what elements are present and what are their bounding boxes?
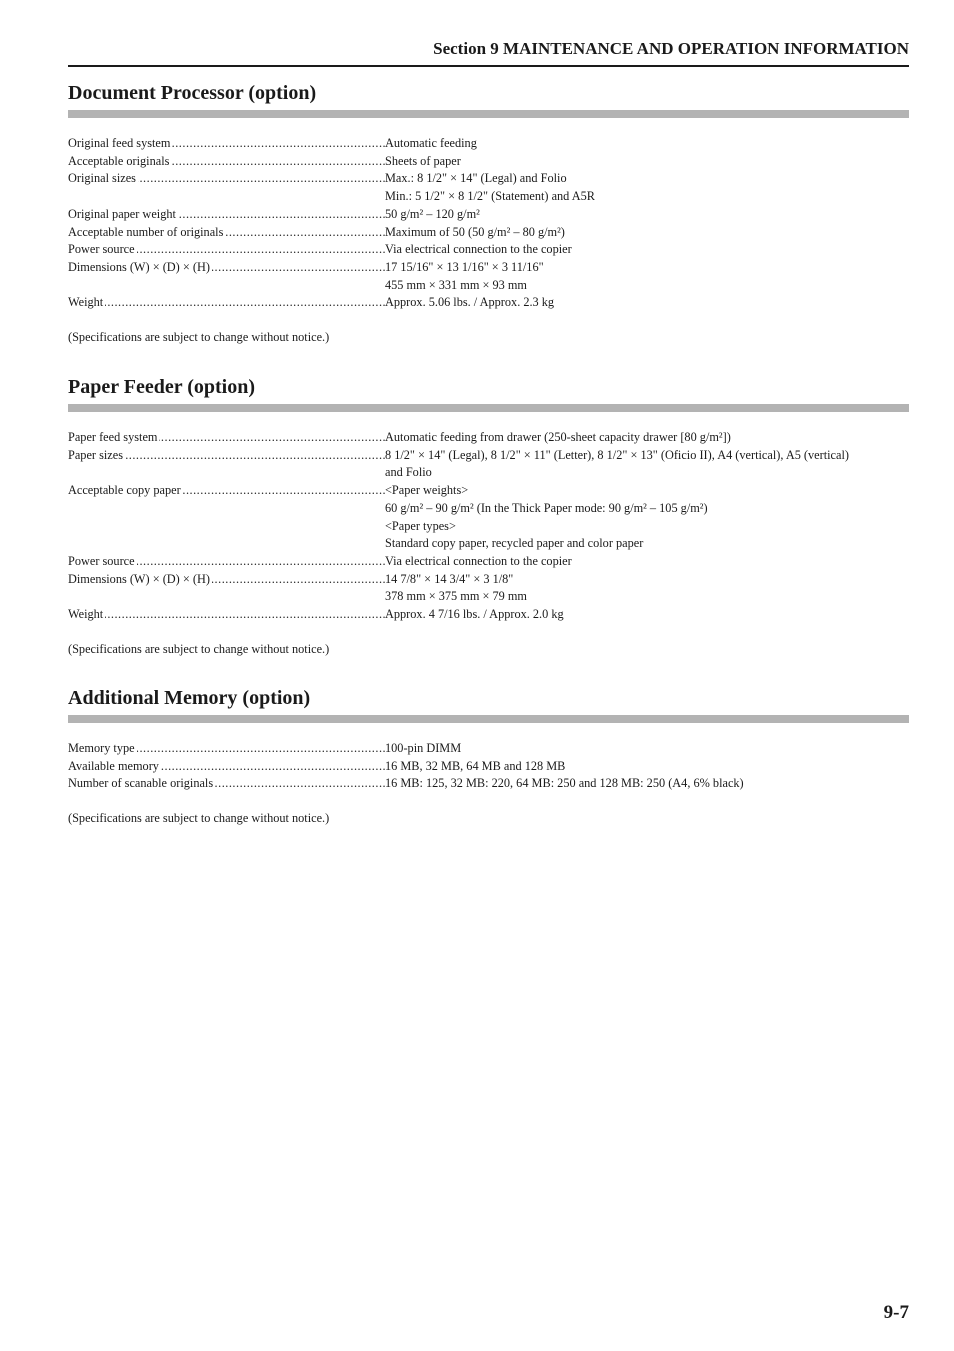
spec-row	[68, 758, 909, 776]
spec-label	[68, 135, 385, 153]
spec-note: (Specifications are subject to change without notice.)	[68, 330, 330, 345]
spec-value: 455 mm × 331 mm × 93 mm	[385, 277, 527, 292]
spec-value: and Folio	[385, 465, 432, 480]
spec-row	[68, 482, 909, 500]
spec-label	[68, 482, 385, 500]
spec-value: 60 g/m² – 90 g/m² (In the Thick Paper mode: 90 g/m² – 105 g/m²)	[385, 500, 708, 515]
spec-label-text: Acceptable number of originals	[68, 224, 224, 239]
section-divider-bar	[68, 715, 909, 723]
spec-row	[68, 775, 909, 793]
spec-value: 50 g/m² – 120 g/m²	[385, 206, 480, 221]
spec-label-text: Original paper weight	[68, 206, 176, 221]
spec-value: Max.: 8 1/2" × 14" (Legal) and Folio	[385, 171, 567, 186]
spec-row	[68, 135, 909, 153]
spec-row	[68, 464, 909, 482]
spec-label-text: Power source	[68, 553, 135, 568]
spec-label	[68, 553, 385, 571]
spec-value: 378 mm × 375 mm × 79 mm	[385, 589, 527, 604]
spec-list	[68, 135, 909, 312]
section-additional-memory	[68, 686, 909, 826]
spec-label-text: Weight	[68, 607, 104, 622]
page-number: 9-7	[883, 1302, 909, 1323]
spec-value: 100-pin DIMM	[385, 741, 462, 755]
spec-label	[68, 294, 385, 312]
spec-row	[68, 588, 909, 606]
spec-label	[68, 758, 385, 776]
spec-row	[68, 553, 909, 571]
spec-value: Maximum of 50 (50 g/m² – 80 g/m²)	[385, 224, 565, 239]
spec-label	[68, 429, 385, 447]
section-title: Paper Feeder (option)	[68, 376, 256, 398]
spec-row	[68, 153, 909, 171]
spec-note: (Specifications are subject to change without notice.)	[68, 811, 330, 826]
spec-label-text: Original sizes	[68, 171, 136, 186]
spec-row	[68, 170, 909, 188]
spec-value: Standard copy paper, recycled paper and color paper	[385, 536, 644, 551]
spec-value: Automatic feeding	[385, 136, 477, 150]
spec-value: 16 MB, 32 MB, 64 MB and 128 MB	[385, 758, 566, 773]
spec-list	[68, 429, 909, 624]
spec-row	[68, 606, 909, 624]
spec-label	[68, 259, 385, 277]
spec-label-text: Original feed system	[68, 136, 171, 150]
spec-label	[68, 153, 385, 171]
page-header: Section 9 MAINTENANCE AND OPERATION INFORMATION	[68, 39, 909, 67]
spec-label	[68, 571, 385, 589]
spec-row	[68, 518, 909, 536]
spec-row	[68, 429, 909, 447]
spec-value: Sheets of paper	[385, 153, 461, 168]
spec-label-text: Memory type	[68, 741, 135, 755]
spec-label-text: Paper feed system	[68, 430, 158, 444]
spec-value: 14 7/8" × 14 3/4" × 3 1/8"	[385, 571, 514, 586]
spec-row	[68, 259, 909, 277]
section-document-processor	[68, 81, 909, 345]
section-title: Document Processor (option)	[68, 82, 317, 104]
spec-row	[68, 206, 909, 224]
spec-label	[68, 224, 385, 242]
section-divider-bar	[68, 110, 909, 118]
spec-list	[68, 740, 909, 793]
spec-label-text: Dimensions (W) × (D) × (H)	[68, 571, 210, 586]
spec-row	[68, 447, 909, 465]
spec-value: 17 15/16" × 13 1/16" × 3 11/16"	[385, 259, 544, 274]
spec-value: Approx. 4 7/16 lbs. / Approx. 2.0 kg	[385, 607, 564, 622]
spec-note: (Specifications are subject to change without notice.)	[68, 641, 330, 656]
spec-label	[68, 447, 385, 465]
spec-label-text: Acceptable copy paper	[68, 483, 181, 498]
spec-row	[68, 277, 909, 295]
spec-row	[68, 188, 909, 206]
spec-value: <Paper weights>	[385, 483, 469, 498]
spec-label-text: Paper sizes	[68, 447, 123, 462]
spec-label	[68, 170, 385, 188]
spec-row	[68, 241, 909, 259]
spec-label-text: Number of scanable originals	[68, 776, 214, 791]
spec-value: <Paper types>	[385, 518, 456, 533]
spec-value: Automatic feeding from drawer (250-sheet capacity drawer [80 g/m²])	[385, 430, 731, 444]
spec-row	[68, 535, 909, 553]
spec-label-text: Power source	[68, 242, 135, 257]
spec-row	[68, 740, 909, 758]
spec-row	[68, 294, 909, 312]
spec-label	[68, 606, 385, 624]
spec-row	[68, 500, 909, 518]
spec-row	[68, 571, 909, 589]
spec-value: Min.: 5 1/2" × 8 1/2" (Statement) and A5R	[385, 189, 595, 204]
spec-value: Via electrical connection to the copier	[385, 553, 572, 568]
spec-label-text: Available memory	[68, 758, 159, 773]
spec-label	[68, 206, 385, 224]
spec-label	[68, 740, 385, 758]
spec-label-text: Weight	[68, 295, 104, 310]
spec-value: Approx. 5.06 lbs. / Approx. 2.3 kg	[385, 295, 555, 310]
spec-label-text: Dimensions (W) × (D) × (H)	[68, 259, 210, 274]
section-title: Additional Memory (option)	[68, 687, 311, 709]
spec-label	[68, 775, 385, 793]
section-paper-feeder	[68, 375, 909, 657]
spec-row	[68, 224, 909, 242]
section-divider-bar	[68, 404, 909, 412]
spec-value: 16 MB: 125, 32 MB: 220, 64 MB: 250 and 128 MB: 250 (A4, 6% black)	[385, 776, 744, 791]
spec-label	[68, 241, 385, 259]
spec-value: Via electrical connection to the copier	[385, 242, 572, 257]
spec-value: 8 1/2" × 14" (Legal), 8 1/2" × 11" (Letter), 8 1/2" × 13" (Oficio II), A4 (vertical), A5 (vertical)	[385, 447, 849, 462]
spec-label-text: Acceptable originals	[68, 153, 170, 168]
